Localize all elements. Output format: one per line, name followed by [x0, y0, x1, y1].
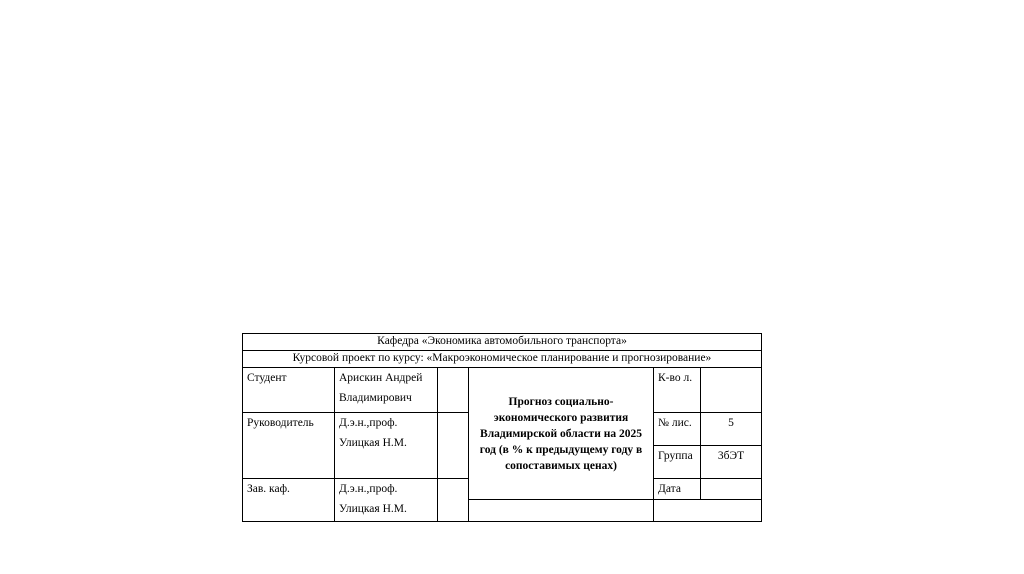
student-name-cell	[335, 368, 438, 413]
date-value	[701, 479, 762, 500]
supervisor-label: Руководитель	[243, 413, 335, 479]
head-signature-cell	[438, 479, 469, 522]
sheets-count-value	[701, 368, 762, 413]
student-label: Студент	[243, 368, 335, 413]
supervisor-signature-cell	[438, 413, 469, 479]
head-label: Зав. каф.	[243, 479, 335, 522]
empty-under-title	[469, 500, 654, 522]
sheet-no-value: 5	[701, 413, 762, 446]
group-label: Группа	[654, 446, 701, 479]
head-degree: Д.э.н.,проф.	[339, 483, 398, 495]
student-signature-cell	[438, 368, 469, 413]
department-cell: Кафедра «Экономика автомобильного транспорта»	[243, 334, 762, 351]
date-label: Дата	[654, 479, 701, 500]
supervisor-cell	[335, 413, 438, 479]
group-value: 3бЭТ	[701, 446, 762, 479]
head-cell	[335, 479, 438, 522]
supervisor-degree: Д.э.н.,проф.	[339, 417, 398, 429]
stamp-table	[242, 333, 762, 522]
sheets-count-label: К-во л.	[654, 368, 701, 413]
head-name: Улицкая Н.М.	[339, 503, 407, 515]
document-title: Прогноз социально-экономического развития Владимирской области на 2025 год (в % к предыдущему году в сопоставимых ценах)	[469, 368, 654, 500]
empty-bottom-right	[654, 500, 762, 522]
student-name-line2: Владимирович	[339, 392, 412, 404]
student-name-line1: Арискин Андрей	[339, 372, 423, 384]
project-cell: Курсовой проект по курсу: «Макроэкономическое планирование и прогнозирование»	[243, 351, 762, 368]
sheet-no-label: № лис.	[654, 413, 701, 446]
title-block-stamp	[242, 333, 761, 519]
supervisor-name: Улицкая Н.М.	[339, 437, 407, 449]
